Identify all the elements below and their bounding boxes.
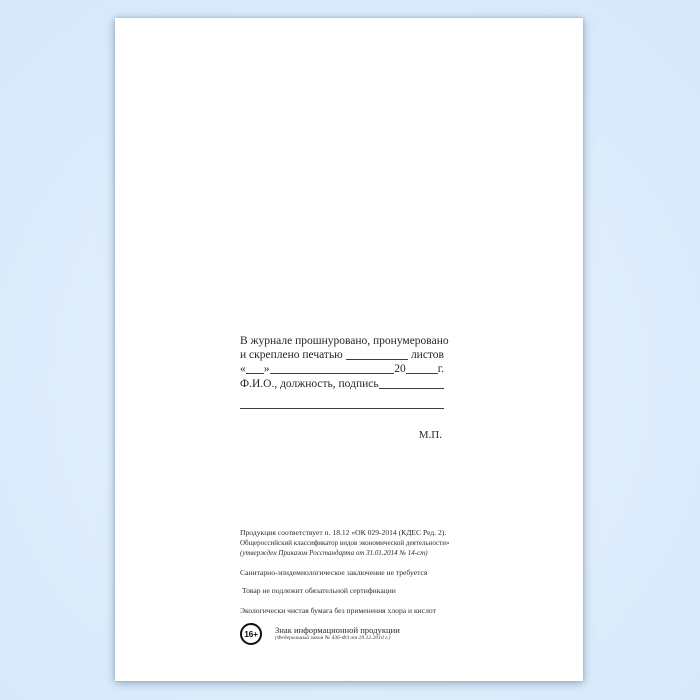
age-rating-texts	[275, 623, 400, 642]
date-year-blank	[406, 362, 438, 374]
age-rating-law-reference: (Федеральный закон № 436-ФЗ от 29.12.2010 г.)	[275, 635, 391, 641]
signature-blank	[379, 377, 444, 389]
date-open-quote: «	[240, 363, 246, 376]
footer-fine-print	[240, 528, 470, 645]
eco-note: Экологически чистая бумага без применения хлора и кислот	[240, 606, 436, 615]
age-rating-16plus-icon: 16+	[240, 623, 262, 645]
extra-signature-line	[240, 396, 444, 409]
date-close-quote: »	[263, 363, 270, 376]
binding-line-1	[240, 334, 449, 348]
binding-line-2-suffix: листов	[408, 349, 444, 362]
binding-line-3	[240, 362, 444, 376]
binding-line-2	[240, 348, 444, 362]
paper-sheet	[115, 18, 583, 681]
certification-note: Товар не подлежит обязательной сертификации	[242, 586, 396, 595]
compliance-note-line-1: Продукция соответствует п. 18.12 «ОК 029-2014 (КДЕС Ред. 2).	[240, 528, 447, 537]
age-rating-row	[240, 623, 470, 645]
date-year-suffix: г.	[437, 363, 444, 376]
binding-line-2-prefix: и скреплено печатью	[240, 349, 346, 362]
sheets-count-blank	[346, 348, 408, 360]
age-rating-label: Знак информационной продукции	[275, 625, 400, 635]
compliance-note-line-2: Общероссийский классификатор видов экономической деятельности»	[240, 539, 450, 547]
sanitary-note: Санитарно-эпидемиологическое заключение не требуется	[240, 568, 428, 577]
binding-line-4-prefix: Ф.И.О., должность, подпись	[240, 377, 379, 390]
binding-line-1-text: В журнале прошнуровано, пронумеровано	[240, 335, 449, 347]
binding-statement-block	[240, 334, 449, 442]
date-year-prefix: 20	[394, 363, 406, 376]
stamp-placeholder: М.П.	[418, 429, 442, 442]
compliance-note-line-3: (утвержден Приказом Росстандарта от 31.01.2014 № 14-ст)	[240, 549, 428, 557]
binding-line-4	[240, 377, 444, 391]
date-month-blank	[270, 362, 395, 374]
date-day-blank	[246, 362, 264, 374]
